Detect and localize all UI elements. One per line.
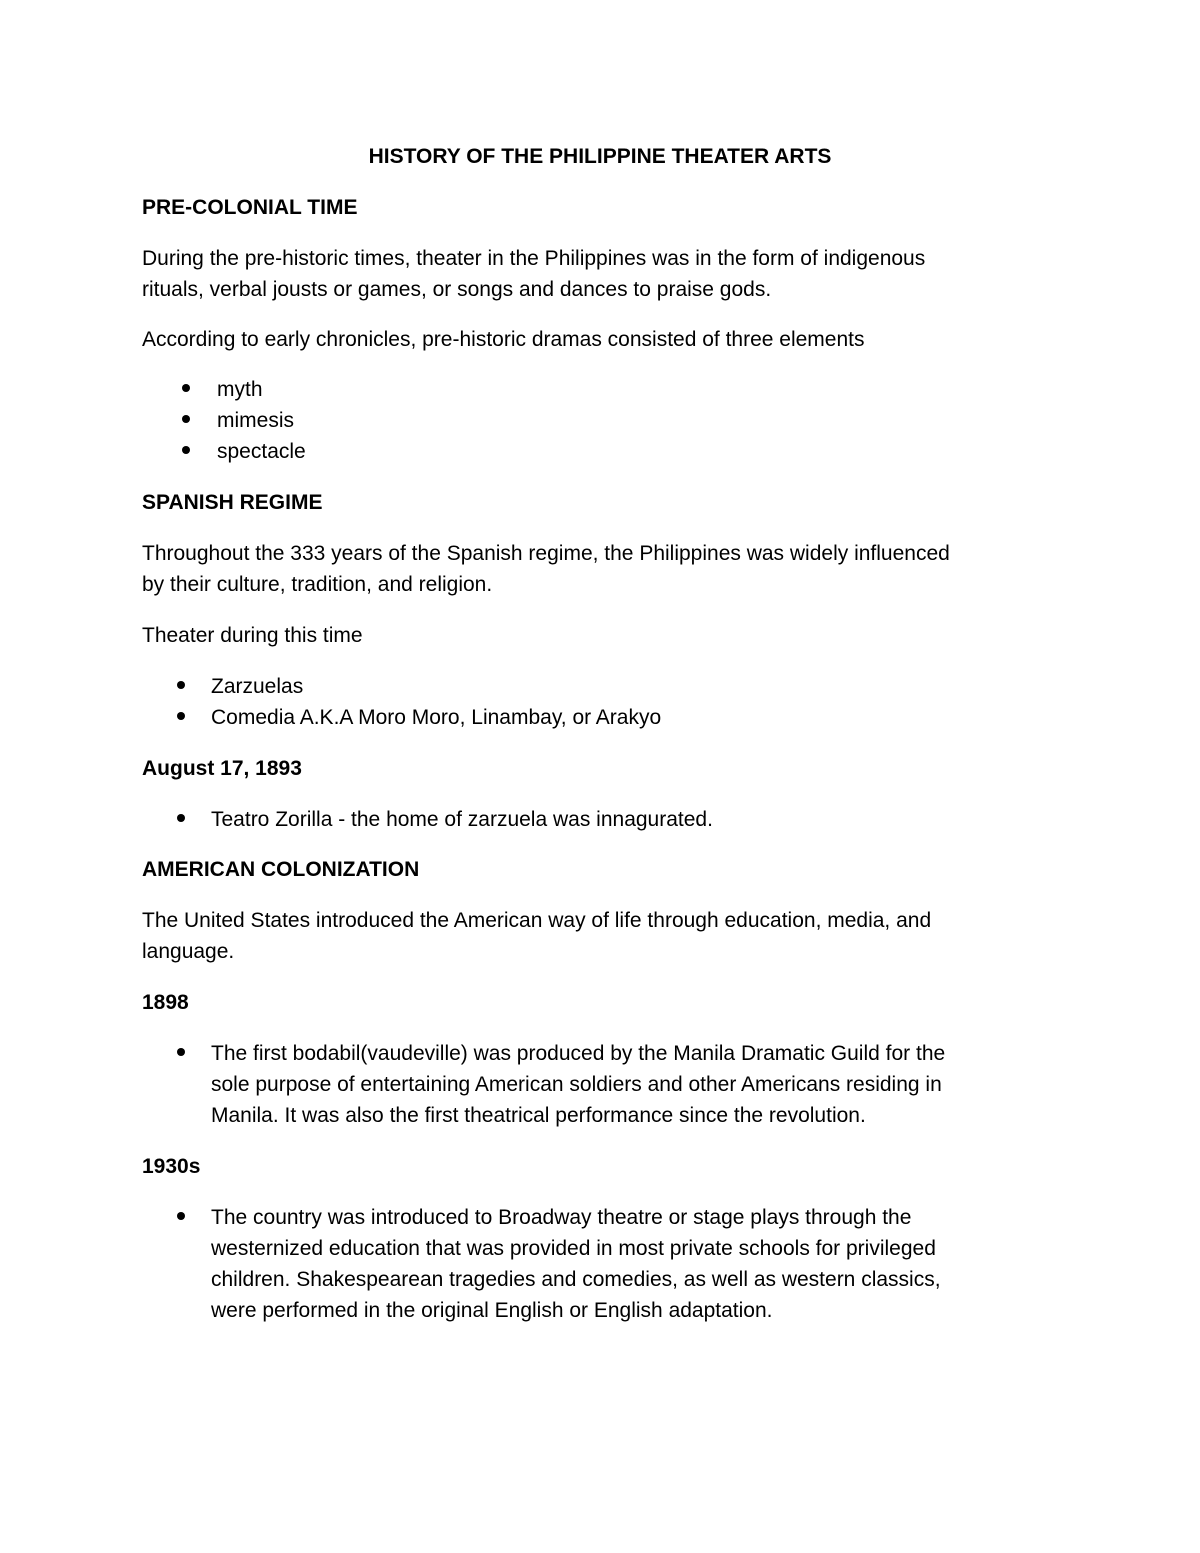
section-heading-1930s: 1930s: [142, 1155, 201, 1178]
bullet-icon: [177, 814, 185, 822]
bullet-icon: [182, 384, 190, 392]
list-item: spectacle: [217, 440, 306, 463]
list-item-line: were performed in the original English or English adaptation.: [211, 1299, 773, 1322]
list-item: Comedia A.K.A Moro Moro, Linambay, or Arakyo: [211, 706, 662, 729]
list-item-line: sole purpose of entertaining American soldiers and other Americans residing in: [211, 1073, 942, 1096]
bullet-icon: [182, 415, 190, 423]
section-heading-pre-colonial: PRE-COLONIAL TIME: [142, 196, 358, 219]
paragraph-line: Theater during this time: [142, 624, 363, 647]
section-heading-spanish-regime: SPANISH REGIME: [142, 491, 323, 514]
list-item: Teatro Zorilla - the home of zarzuela was innagurated.: [211, 808, 713, 831]
bullet-icon: [177, 1048, 185, 1056]
paragraph-line: Throughout the 333 years of the Spanish regime, the Philippines was widely influenced: [142, 542, 950, 565]
list-item: mimesis: [217, 409, 294, 432]
paragraph-line: by their culture, tradition, and religion.: [142, 573, 493, 596]
list-item: myth: [217, 378, 263, 401]
paragraph-line: During the pre-historic times, theater in the Philippines was in the form of indigenous: [142, 247, 926, 270]
list-item-line: The country was introduced to Broadway theatre or stage plays through the: [211, 1206, 912, 1229]
list-item: Zarzuelas: [211, 675, 304, 698]
section-heading-1898: 1898: [142, 991, 189, 1014]
bullet-icon: [177, 1212, 185, 1220]
paragraph-line: language.: [142, 940, 235, 963]
bullet-icon: [177, 712, 185, 720]
bullet-icon: [177, 681, 185, 689]
list-item-line: children. Shakespearean tragedies and comedies, as well as western classics,: [211, 1268, 941, 1291]
paragraph-line: rituals, verbal jousts or games, or songs and dances to praise gods.: [142, 278, 772, 301]
section-heading-august-1893: August 17, 1893: [142, 757, 302, 780]
paragraph-line: According to early chronicles, pre-historic dramas consisted of three elements: [142, 328, 865, 351]
list-item-line: The first bodabil(vaudeville) was produced by the Manila Dramatic Guild for the: [211, 1042, 946, 1065]
list-item-line: Manila. It was also the first theatrical performance since the revolution.: [211, 1104, 866, 1127]
bullet-icon: [182, 446, 190, 454]
list-item-line: westernized education that was provided in most private schools for privileged: [211, 1237, 936, 1260]
paragraph-line: The United States introduced the American way of life through education, media, and: [142, 909, 932, 932]
document-title: HISTORY OF THE PHILIPPINE THEATER ARTS: [368, 145, 832, 168]
section-heading-american-colonization: AMERICAN COLONIZATION: [142, 858, 420, 881]
